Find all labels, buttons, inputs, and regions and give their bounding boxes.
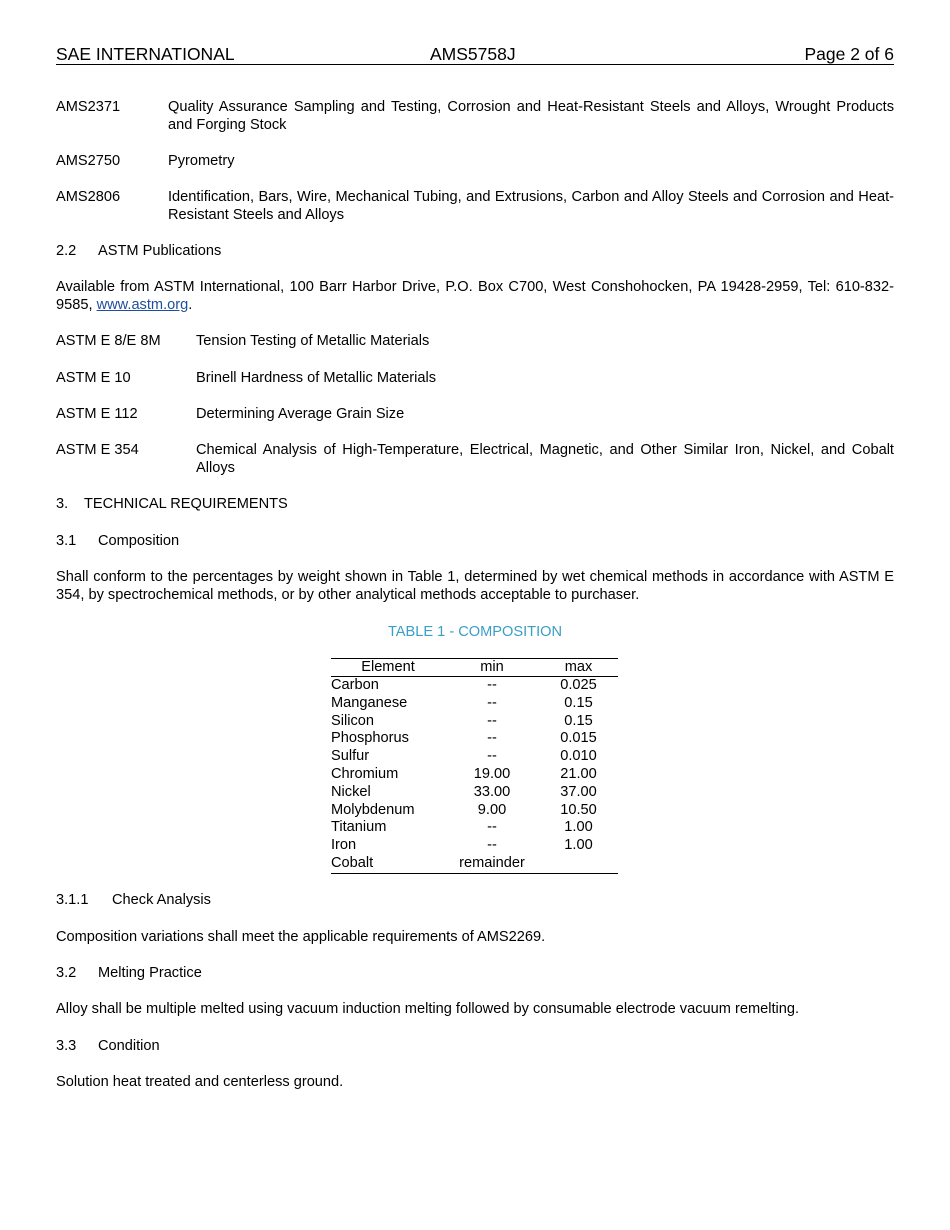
section-title: Condition <box>98 1038 160 1054</box>
cell-element: Manganese <box>331 694 408 711</box>
section-heading-3-2 <box>56 964 202 982</box>
cell-max: 21.00 <box>560 765 597 782</box>
cell-element: Chromium <box>331 765 399 782</box>
table-row <box>331 855 618 873</box>
section-number: 3.2 <box>56 965 77 981</box>
section-title: Check Analysis <box>112 892 211 908</box>
cell-max: 0.15 <box>564 694 593 711</box>
section-title: Melting Practice <box>98 965 202 981</box>
cell-min: -- <box>487 819 497 836</box>
astm-website-link[interactable]: www.astm.org <box>96 297 189 313</box>
table-caption: TABLE 1 - COMPOSITION <box>387 624 563 640</box>
cell-max: 10.50 <box>560 801 597 818</box>
reference-code: ASTM E 10 <box>56 370 131 386</box>
cell-min: -- <box>487 694 497 711</box>
header-doc-number: AMS5758J <box>430 44 516 64</box>
reference-code: AMS2371 <box>56 99 121 115</box>
reference-astm-e10 <box>56 369 894 387</box>
cell-min: -- <box>487 712 497 729</box>
section-number: 3.3 <box>56 1038 77 1054</box>
section-heading-2-2 <box>56 242 221 260</box>
reference-ams2806 <box>56 188 894 224</box>
cell-max: 0.025 <box>560 677 597 693</box>
section-number: 3. <box>56 496 69 512</box>
column-header-max: max <box>539 659 618 677</box>
cell-min: -- <box>487 677 497 693</box>
column-header-min: min <box>445 659 539 677</box>
composition-table <box>331 658 618 874</box>
table-header-row <box>331 659 618 677</box>
cell-min: -- <box>487 748 497 765</box>
table-row <box>331 784 618 802</box>
astm-availability-paragraph <box>56 278 894 314</box>
cell-max: 0.010 <box>560 748 597 765</box>
reference-description: Quality Assurance Sampling and Testing, Corrosion and Heat-Resistant Steels and Alloys, Wrought Products and Forging Stock <box>168 99 894 133</box>
table-row <box>331 819 618 837</box>
cell-min: 9.00 <box>477 801 507 818</box>
cell-min: -- <box>487 730 497 747</box>
section-number: 3.1.1 <box>56 892 89 908</box>
table-row <box>331 802 618 820</box>
section-number: 2.2 <box>56 243 77 259</box>
reference-ams2371 <box>56 98 894 134</box>
reference-code: ASTM E 354 <box>56 442 139 458</box>
composition-paragraph: Shall conform to the percentages by weight shown in Table 1, determined by wet chemical methods in accordance with ASTM E 354, by spectrochemical methods, or by other analytical methods acceptable to purchaser. <box>56 569 894 603</box>
section-title: TECHNICAL REQUIREMENTS <box>84 496 288 512</box>
reference-description: Chemical Analysis of High-Temperature, Electrical, Magnetic, and Other Similar Iron, Nickel, and Cobalt Alloys <box>196 442 894 476</box>
cell-element: Nickel <box>331 783 371 800</box>
cell-min: remainder <box>445 855 539 873</box>
section-heading-3-1-1 <box>56 891 211 909</box>
reference-astm-e112 <box>56 405 894 423</box>
header-page-number: Page 2 of 6 <box>804 44 894 64</box>
cell-max: 0.15 <box>564 712 593 729</box>
cell-max: 1.00 <box>564 837 593 854</box>
condition-paragraph: Solution heat treated and centerless ground. <box>56 1074 344 1090</box>
table-row <box>331 748 618 766</box>
table-row <box>331 677 618 695</box>
section-heading-3 <box>56 495 288 513</box>
reference-astm-e8 <box>56 332 894 350</box>
cell-element: Phosphorus <box>331 730 409 747</box>
cell-element: Iron <box>331 837 357 854</box>
reference-description: Tension Testing of Metallic Materials <box>196 333 430 349</box>
cell-min: -- <box>487 837 497 854</box>
availability-end: . <box>188 297 193 313</box>
reference-code: AMS2806 <box>56 189 121 205</box>
check-analysis-paragraph: Composition variations shall meet the applicable requirements of AMS2269. <box>56 929 546 945</box>
reference-description: Determining Average Grain Size <box>196 406 405 422</box>
cell-element: Sulfur <box>331 748 370 765</box>
page-header <box>56 44 894 65</box>
reference-description: Identification, Bars, Wire, Mechanical Tubing, and Extrusions, Carbon and Alloy Steels and Corrosion and Heat-Resistant Steels and Alloys <box>168 189 894 223</box>
section-title: Composition <box>98 533 180 549</box>
cell-element: Molybdenum <box>331 801 415 818</box>
section-heading-3-1 <box>56 532 179 550</box>
header-org: SAE INTERNATIONAL <box>56 44 235 64</box>
reference-code: ASTM E 112 <box>56 406 138 422</box>
cell-max: 37.00 <box>560 783 597 800</box>
table-row <box>331 766 618 784</box>
cell-element: Silicon <box>331 712 374 729</box>
availability-text: Available from ASTM International, 100 Barr Harbor Drive, P.O. Box C700, West Conshohocken, PA 19428-2959, Tel: 610-832-9585, <box>56 279 894 313</box>
cell-max: 0.015 <box>560 730 597 747</box>
section-heading-3-3 <box>56 1037 160 1055</box>
cell-max: 1.00 <box>564 819 593 836</box>
cell-min: 33.00 <box>473 783 511 800</box>
section-title: ASTM Publications <box>98 243 222 259</box>
table-row <box>331 837 618 855</box>
reference-code: AMS2750 <box>56 153 121 169</box>
melting-practice-paragraph: Alloy shall be multiple melted using vacuum induction melting followed by consumable electrode vacuum remelting. <box>56 1001 800 1017</box>
cell-element: Titanium <box>331 819 387 836</box>
reference-description: Brinell Hardness of Metallic Materials <box>196 370 437 386</box>
table-row <box>331 730 618 748</box>
reference-description: Pyrometry <box>168 153 235 169</box>
table-row <box>331 713 618 731</box>
reference-code: ASTM E 8/E 8M <box>56 333 161 349</box>
column-header-element: Element <box>331 659 445 677</box>
reference-astm-e354 <box>56 441 894 477</box>
reference-ams2750 <box>56 152 894 170</box>
cell-element: Carbon <box>331 677 379 693</box>
table-row <box>331 695 618 713</box>
section-number: 3.1 <box>56 533 77 549</box>
cell-min: 19.00 <box>473 765 511 782</box>
cell-element: Cobalt <box>331 855 445 873</box>
cell-max <box>539 855 618 873</box>
